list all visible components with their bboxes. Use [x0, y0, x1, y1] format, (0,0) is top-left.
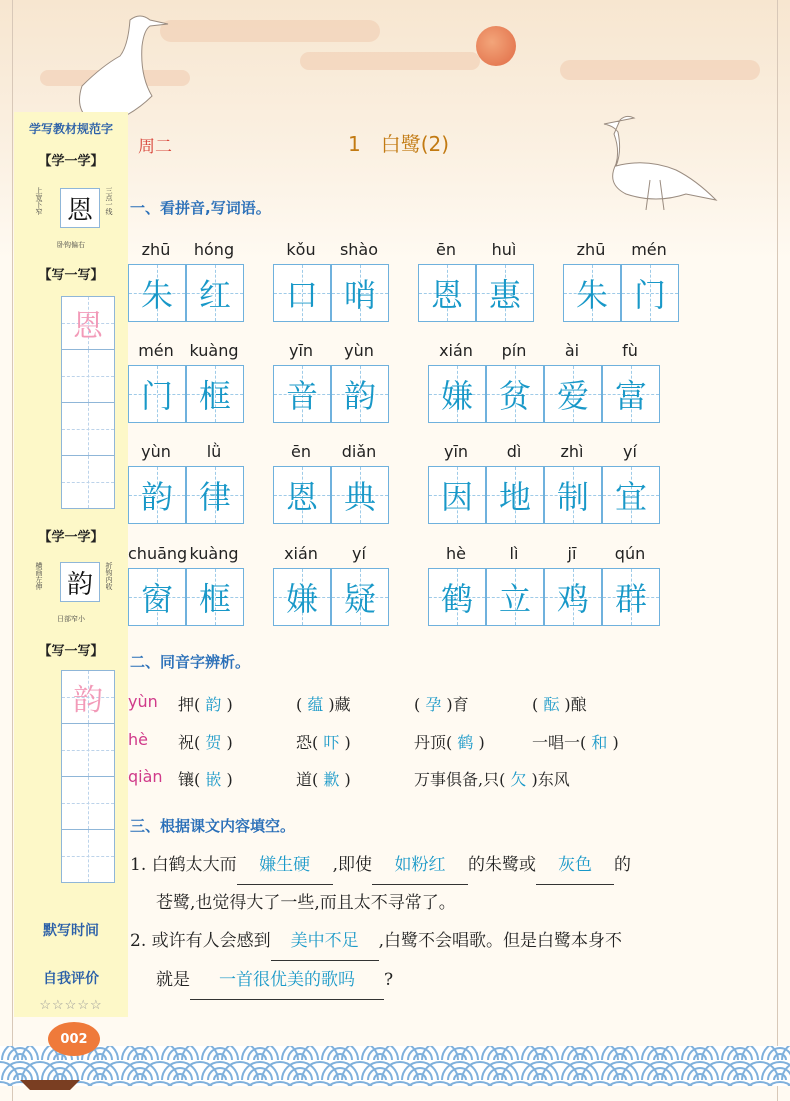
answer-blank[interactable]: 灰色 [536, 846, 614, 885]
practice-grid[interactable] [61, 296, 115, 509]
answer-char: 疑 [343, 580, 376, 618]
answer-char: 门 [140, 377, 173, 415]
pinyin-label: yīn [288, 341, 314, 360]
learn-label: 【学一学】 [38, 530, 104, 545]
section-1-title: 一、看拼音,写词语。 [130, 199, 271, 217]
margin-line [12, 0, 13, 1101]
homophone-item [178, 730, 233, 753]
writing-box[interactable] [273, 365, 331, 423]
homophone-item [178, 767, 233, 790]
pinyin-label: kǒu [286, 240, 316, 259]
pinyin-label: jī [567, 544, 577, 563]
answer-char: 韵 [343, 377, 376, 415]
section-2-title: 二、同音字辨析。 [130, 653, 251, 671]
homophone-item [296, 692, 351, 715]
pinyin-label: fù [622, 341, 638, 360]
writing-box[interactable] [186, 466, 244, 524]
answer-char: 恩 [285, 478, 318, 516]
answer-char: 典 [343, 478, 376, 516]
writing-box[interactable] [428, 466, 486, 524]
writing-box[interactable] [428, 568, 486, 626]
learn-label: 【学一学】 [38, 154, 104, 169]
answer-char: 朱 [575, 276, 608, 314]
homophone-answer[interactable]: 歉 [323, 770, 340, 789]
trace-char: 韵 [73, 683, 103, 718]
homophone-answer[interactable]: 吓 [323, 733, 340, 752]
model-note-right: 折钩内收 [105, 562, 113, 590]
answer-char: 窗 [140, 580, 173, 618]
model-note-left: 上宽下窄 [35, 187, 43, 215]
homophone-text: 祝( [178, 733, 206, 752]
pinyin-label: lǜ [206, 442, 222, 461]
answer-char: 地 [498, 478, 531, 516]
answer-char: 恩 [430, 276, 463, 314]
homophone-answer[interactable]: 蕴 [307, 695, 324, 714]
homophone-answer[interactable]: 酝 [543, 695, 560, 714]
pinyin-label: pín [501, 341, 527, 360]
pinyin-label: yí [352, 544, 366, 563]
homophone-answer[interactable]: 贺 [205, 733, 222, 752]
question-text: 的朱鹭或 [468, 855, 537, 875]
margin-line [777, 0, 778, 1101]
pinyin-label: diǎn [341, 442, 377, 461]
homophone-row-label [128, 730, 148, 749]
homophone-item [414, 730, 485, 753]
writing-box[interactable] [331, 365, 389, 423]
writing-box[interactable] [273, 264, 331, 322]
homophone-pinyin: qiàn [128, 767, 163, 786]
pinyin-label: kuàng [189, 544, 239, 563]
write-label: 【写一写】 [38, 644, 104, 659]
answer-blank[interactable]: 嫌生硬 [237, 846, 333, 885]
write-label: 【写一写】 [38, 268, 104, 283]
pinyin-label: lì [509, 544, 519, 563]
homophone-item [296, 767, 351, 790]
lesson-title [348, 128, 449, 157]
answer-char: 音 [285, 377, 318, 415]
homophone-pinyin: yùn [128, 692, 158, 711]
homophone-item [414, 767, 570, 790]
question-1-line-2: 苍鹭,也觉得大了一些,而且太不寻常了。 [156, 893, 456, 913]
sidebar [14, 112, 128, 1017]
model-note-right: 三点一线 [105, 187, 113, 215]
homophone-item [532, 730, 619, 753]
homophone-text: ) [221, 770, 233, 789]
writing-box[interactable] [418, 264, 476, 322]
writing-box[interactable] [331, 466, 389, 524]
writing-box[interactable] [273, 466, 331, 524]
question-text: ,白鹭不会唱歌。但是白鹭本身不 [378, 931, 623, 951]
homophone-text: ( [296, 695, 308, 714]
homophone-text: ) [473, 733, 485, 752]
pinyin-label: yīn [443, 442, 469, 461]
pinyin-label: kuàng [189, 341, 239, 360]
answer-char: 门 [633, 276, 666, 314]
lesson-number: 1 [348, 132, 361, 156]
pinyin-label: yùn [141, 442, 171, 461]
homophone-answer[interactable]: 欠 [510, 770, 527, 789]
weekday-label: 周二 [138, 137, 172, 157]
homophone-text: )东风 [526, 770, 570, 789]
rating-stars[interactable]: ☆☆☆☆☆ [39, 998, 103, 1013]
writing-box[interactable] [428, 365, 486, 423]
writing-box[interactable] [563, 264, 621, 322]
answer-char: 嫌 [440, 377, 473, 415]
homophone-text: ) [607, 733, 619, 752]
writing-box[interactable] [331, 568, 389, 626]
homophone-item [296, 730, 351, 753]
answer-char: 嫌 [285, 580, 318, 618]
question-text: 就是 [156, 970, 190, 990]
pinyin-label: qún [614, 544, 646, 563]
answer-char: 律 [198, 478, 231, 516]
question-1 [130, 846, 631, 885]
pinyin-label: ēn [291, 442, 311, 461]
writing-box[interactable] [128, 568, 186, 626]
writing-box[interactable] [476, 264, 534, 322]
homophone-answer[interactable]: 韵 [205, 695, 222, 714]
answer-char: 立 [498, 580, 531, 618]
homophone-text: 镶( [178, 770, 206, 789]
pinyin-label: mén [138, 341, 174, 360]
homophone-row-label [128, 767, 163, 786]
homophone-row-label [128, 692, 158, 711]
writing-box[interactable] [486, 466, 544, 524]
writing-box[interactable] [186, 365, 244, 423]
answer-blank[interactable]: 一首很优美的歌吗 [190, 961, 384, 1000]
homophone-item [178, 692, 233, 715]
answer-char: 框 [198, 580, 231, 618]
egret-illustration [60, 0, 180, 130]
wave-pattern [0, 1040, 790, 1101]
model-char-box [60, 188, 100, 228]
pinyin-label: yùn [344, 341, 374, 360]
pinyin-label: ài [564, 341, 580, 360]
homophone-text: ) [221, 733, 233, 752]
answer-char: 鸡 [556, 580, 589, 618]
homophone-text: )育 [441, 695, 469, 714]
homophone-text: 恐( [296, 733, 324, 752]
pinyin-label: zhū [141, 240, 171, 259]
section-3-title: 三、根据课文内容填空。 [130, 817, 296, 835]
answer-char: 惠 [488, 276, 521, 314]
pinyin-label: xián [439, 341, 473, 360]
lesson-name: 白鹭 [380, 132, 421, 156]
writing-box[interactable] [486, 365, 544, 423]
homophone-text: 一唱一( [532, 733, 592, 752]
model-note-left: 横画左伸 [35, 562, 43, 590]
homophone-text: ( [532, 695, 544, 714]
pinyin-label: hè [446, 544, 466, 563]
question-text: 或许有人会感到 [151, 931, 271, 951]
pinyin-label: chuāng [128, 544, 188, 563]
answer-char: 富 [614, 377, 647, 415]
answer-char: 宜 [614, 478, 647, 516]
homophone-answer[interactable]: 嵌 [205, 770, 222, 789]
pinyin-label: zhì [560, 442, 584, 461]
question-number: 1. [130, 855, 147, 875]
answer-blank[interactable]: 如粉红 [372, 846, 468, 885]
pinyin-label: mén [631, 240, 667, 259]
homophone-text: ) [221, 695, 233, 714]
question-2-line-2 [156, 961, 393, 1000]
answer-char: 群 [614, 580, 647, 618]
pinyin-label: dì [506, 442, 522, 461]
model-sub-note: 日部窄小 [57, 615, 85, 623]
answer-char: 爱 [556, 377, 589, 415]
writing-box[interactable] [486, 568, 544, 626]
homophone-text: 押( [178, 695, 206, 714]
writing-box[interactable] [186, 568, 244, 626]
question-text: 白鹤太大而 [151, 855, 237, 875]
answer-char: 口 [285, 276, 318, 314]
answer-char: 制 [556, 478, 589, 516]
homophone-text: )藏 [323, 695, 351, 714]
writing-box[interactable] [602, 365, 660, 423]
practice-grid[interactable] [61, 670, 115, 883]
cloud-decoration [300, 52, 480, 70]
answer-char: 哨 [343, 276, 376, 314]
homophone-item [532, 692, 587, 715]
answer-char: 框 [198, 377, 231, 415]
trace-char: 恩 [73, 309, 103, 344]
question-text: 的 [614, 855, 632, 875]
answer-char: 韵 [140, 478, 173, 516]
answer-char: 因 [440, 478, 473, 516]
writing-box[interactable] [544, 365, 602, 423]
pinyin-label: huì [491, 240, 517, 259]
homophone-answer[interactable]: 和 [591, 733, 608, 752]
writing-box[interactable] [544, 568, 602, 626]
self-evaluation: 自我评价 [43, 971, 99, 987]
pinyin-label: hóng [193, 240, 235, 259]
sun-decoration [476, 26, 516, 66]
writing-box[interactable] [128, 466, 186, 524]
pinyin-label: shào [339, 240, 379, 259]
pinyin-label: ēn [436, 240, 456, 259]
homophone-text: ( [414, 695, 426, 714]
cloud-decoration [160, 20, 380, 42]
answer-char: 贫 [498, 377, 531, 415]
homophone-text: ) [339, 770, 351, 789]
writing-box[interactable] [186, 264, 244, 322]
homophone-text: 道( [296, 770, 324, 789]
model-sub-note: 卧钩偏右 [57, 241, 85, 249]
homophone-text: 万事俱备,只( [414, 770, 511, 789]
writing-box[interactable] [544, 466, 602, 524]
question-text: ? [384, 970, 394, 990]
writing-box[interactable] [621, 264, 679, 322]
answer-char: 朱 [140, 276, 173, 314]
writing-box[interactable] [128, 365, 186, 423]
answer-char: 鹤 [440, 580, 473, 618]
model-char-box [60, 562, 100, 602]
homophone-text: ) [339, 733, 351, 752]
cloud-decoration [560, 60, 760, 80]
homophone-answer[interactable]: 孕 [425, 695, 442, 714]
writing-box[interactable] [602, 568, 660, 626]
answer-blank[interactable]: 美中不足 [271, 922, 379, 961]
dictation-time: 默写时间 [43, 923, 99, 939]
model-char: 恩 [66, 195, 93, 226]
pinyin-label: yí [623, 442, 637, 461]
writing-box[interactable] [128, 264, 186, 322]
question-number: 2. [130, 931, 147, 951]
homophone-item [414, 692, 469, 715]
question-2 [130, 922, 622, 961]
pinyin-label: xián [284, 544, 318, 563]
homophone-pinyin: hè [128, 730, 148, 749]
lesson-part: (2) [420, 132, 450, 156]
sidebar-title: 学写教材规范字 [28, 122, 113, 136]
egret-illustration [560, 100, 740, 210]
writing-box[interactable] [602, 466, 660, 524]
writing-box[interactable] [331, 264, 389, 322]
page-number: 002 [60, 1031, 88, 1047]
homophone-text: )酿 [559, 695, 587, 714]
page-number-badge [48, 1022, 100, 1056]
question-text: ,即使 [332, 855, 373, 875]
writing-box[interactable] [273, 568, 331, 626]
homophone-answer[interactable]: 鹤 [457, 733, 474, 752]
answer-char: 红 [198, 276, 231, 314]
model-char: 韵 [66, 569, 93, 600]
pinyin-label: zhū [576, 240, 606, 259]
homophone-text: 丹顶( [414, 733, 458, 752]
